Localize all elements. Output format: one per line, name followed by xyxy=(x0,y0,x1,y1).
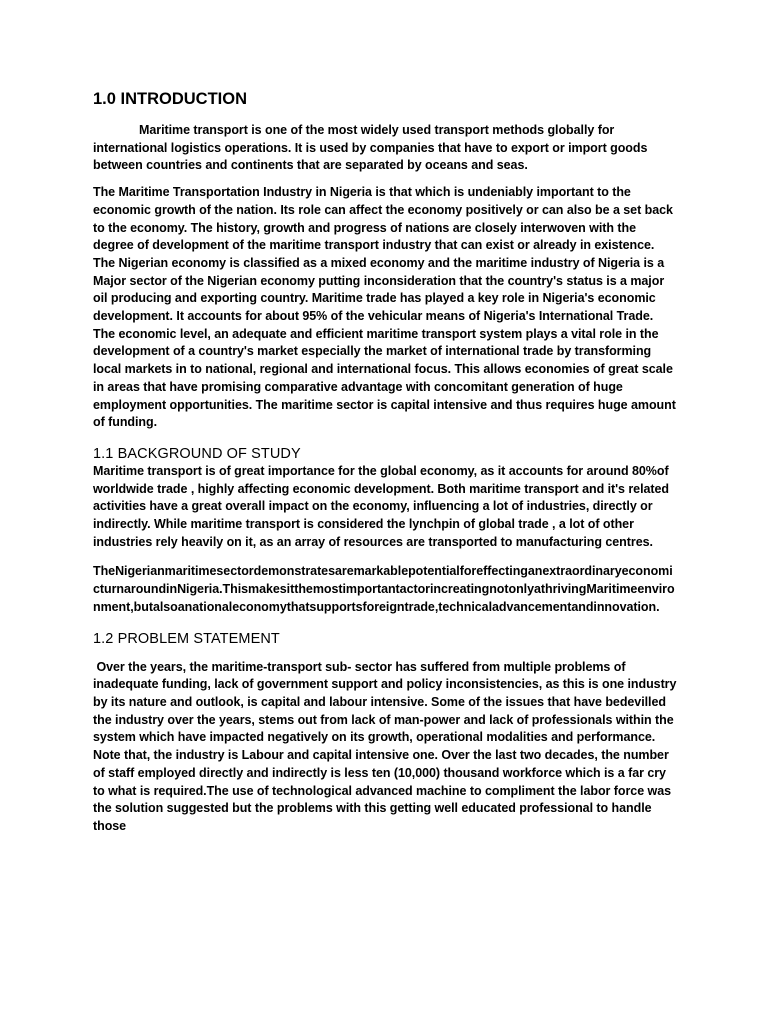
intro-paragraph-2: The Maritime Transportation Industry in Nigeria is that which is undeniably important to the economic growth of the nation. Its role can affect the economy positively or can also be a set back to the economy. The history, growth and progress of nations are closely interwoven with the degree of development of the maritime transport industry that can exist or already in existence. The Nigerian economy is classified as a mixed economy and the maritime industry of Nigeria is a Major sector of the Nigerian economy putting inconsideration that the country's status is a major oil producing and exporting country. Maritime trade has played a key role in Nigeria's economic development. It accounts for about 95% of the vehicular means of Nigeria's International Trade. The economic level, an adequate and efficient maritime transport system plays a vital role in the development of a country's market especially the market of international trade by transforming local markets in to national, regional and international focus. This allows economies of great scale in areas that have promising comparative advantage with concomitant generation of huge employment opportunities. The maritime sector is capital intensive and thus requires huge amount of funding. xyxy=(93,185,676,430)
background-heading: 1.1 BACKGROUND OF STUDY xyxy=(93,445,301,462)
background-paragraph-1: Maritime transport is of great importance for the global economy, as it accounts for around 80%of worldwide trade , highly affecting economic development. Both maritime transport and it's related activities have a great overall impact on the economy, influencing a lot of industries, directly or indirectly. While maritime transport is considered the lynchpin of global trade , a lot of other industries rely heavily on it, as an array of resources are transported to manufacturing centres. xyxy=(93,463,669,549)
background-paragraph-2: TheNigerianmaritimesectordemonstratesaremarkablepotentialforeffectinganextraordinaryeconomicturnaroundinNigeria.ThismakesitthemostimportantactorincreatingnotonlyathrivingMaritimeenvironment,butalsoanationaleconomythatsupportsforeigntrade,technicaladvancementandinnovation. xyxy=(93,564,675,614)
problem-paragraph-1: Over the years, the maritime-transport sub- sector has suffered from multiple problems of inadequate funding, lack of government support and policy inconsistencies, as this is one industry by its nature and outlook, is capital and labour intensive. Some of the issues that have bedevilled the industry over the years, stems out from lack of man-power and lack of professionals within the system which have impacted negatively on its growth, operational modalities and performance. Note that, the industry is Labour and capital intensive one. Over the last two decades, the number of staff employed directly and indirectly is less ten (10,000) thousand workforce which is a far cry to what is required.The use of technological advanced machine to compliment the labor force was the solution suggested but the problems with this getting well educated professional to handle those xyxy=(93,659,680,833)
document-page xyxy=(93,88,678,836)
intro-paragraph-1: Maritime transport is one of the most widely used transport methods globally for international logistics operations. It is used by companies that have to export or import goods between countries and continents that are separated by oceans and seas. xyxy=(93,123,648,173)
intro-heading: 1.0 INTRODUCTION xyxy=(93,90,248,108)
problem-heading: 1.2 PROBLEM STATEMENT xyxy=(93,630,280,647)
